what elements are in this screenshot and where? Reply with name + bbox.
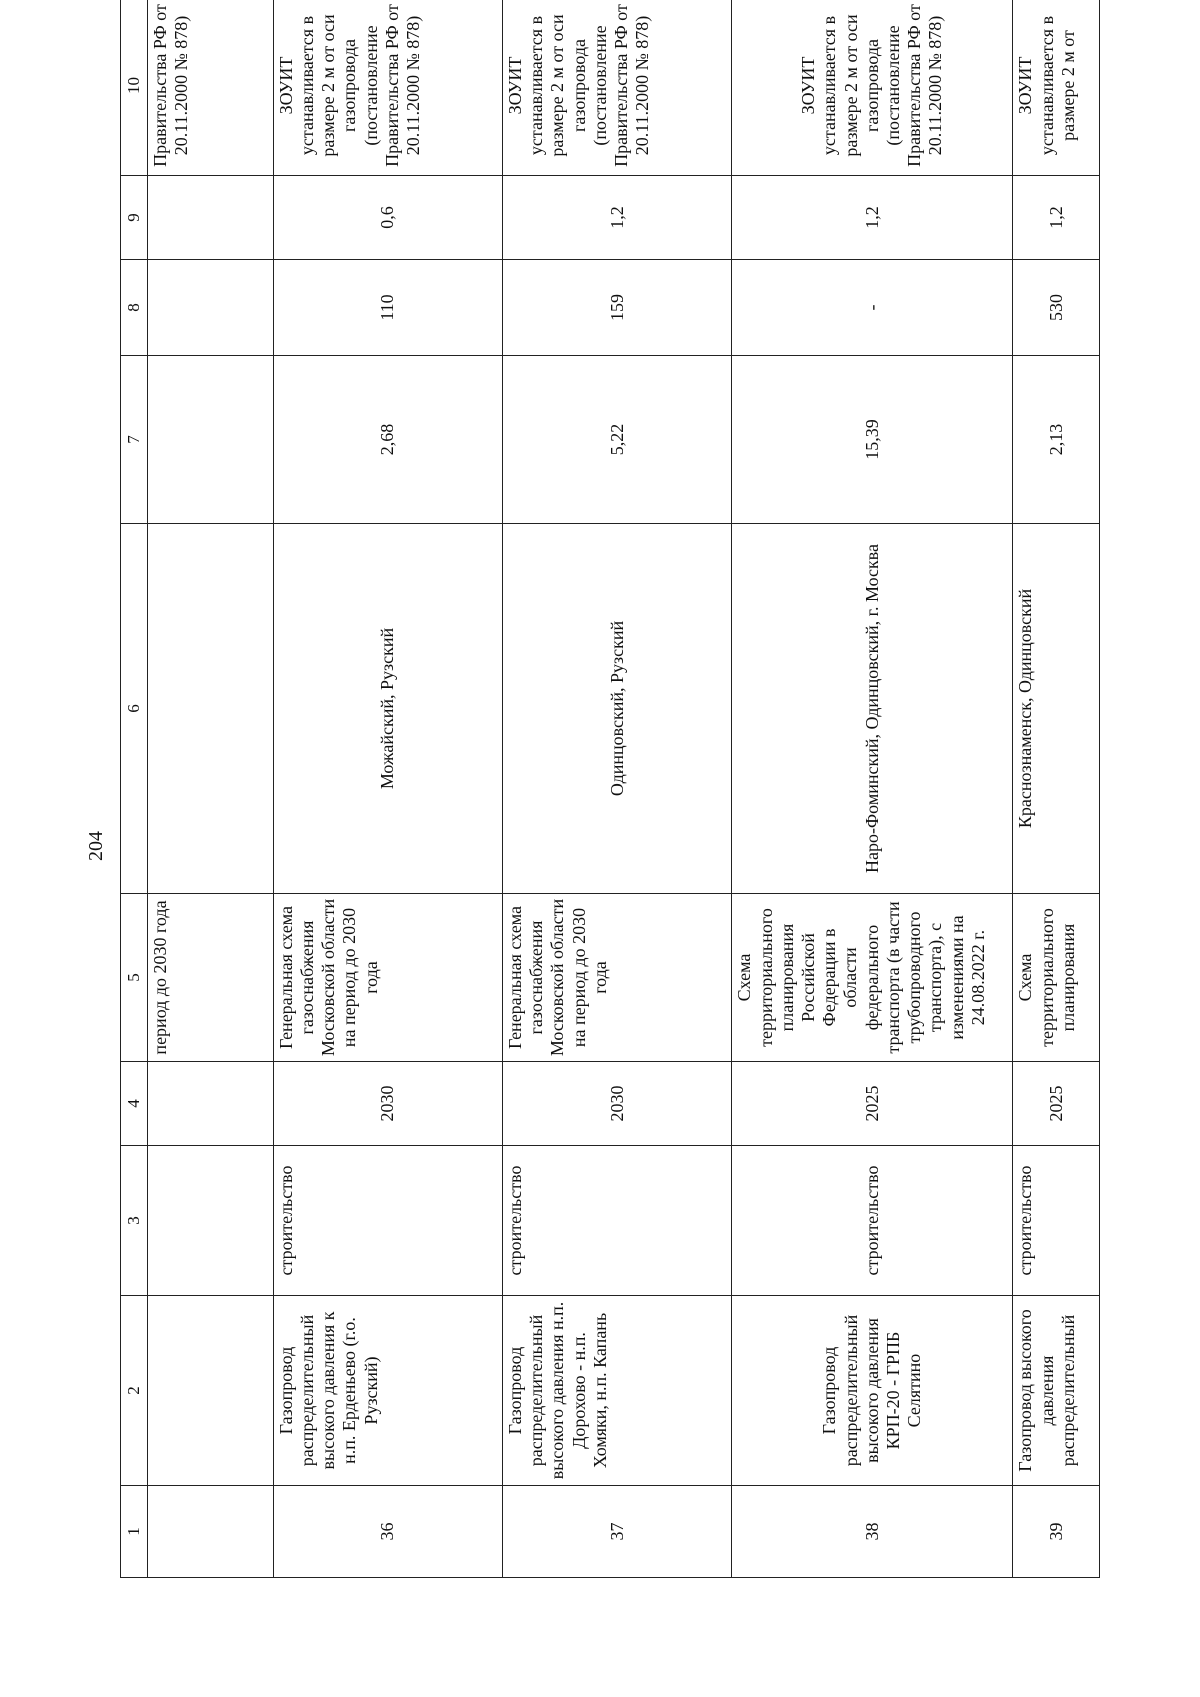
cell-type: строительство <box>1013 1146 1100 1296</box>
cell-districts: Краснознаменск, Одинцовский <box>1013 524 1100 894</box>
cell-year: 2025 <box>732 1062 1013 1146</box>
cell-diameter: 110 <box>273 260 502 356</box>
cell-name: Газопровод высокого давления распределительный <box>1013 1296 1100 1486</box>
cell-zone: ЗОУИТ устанавливается в размере 2 м от <box>1013 0 1100 176</box>
cell-document: Схема территориального планирования <box>1013 894 1100 1062</box>
cell-year: 2025 <box>1013 1062 1100 1146</box>
cell-pressure: 1,2 <box>502 176 731 260</box>
cell-num: 36 <box>273 1486 502 1578</box>
cell-pressure: 1,2 <box>732 176 1013 260</box>
column-header: 9 <box>121 176 148 260</box>
cell-document: Генеральная схема газоснабжения Московской области на период до 2030 года <box>273 894 502 1062</box>
cell-length: 5,22 <box>502 356 731 524</box>
cell-diameter: 530 <box>1013 260 1100 356</box>
cell-type <box>148 1146 274 1296</box>
cell-document: Генеральная схема газоснабжения Московской области на период до 2030 года <box>502 894 731 1062</box>
column-header: 7 <box>121 356 148 524</box>
cell-length: 2,13 <box>1013 356 1100 524</box>
cell-num: 39 <box>1013 1486 1100 1578</box>
cell-diameter <box>148 260 274 356</box>
cell-districts: Можайский, Рузский <box>273 524 502 894</box>
cell-name: Газопровод распределительный высокого давления КРП-20 - ГРПБ Селятино <box>732 1296 1013 1486</box>
cell-zone: Правительства РФ от 20.11.2000 № 878) <box>148 0 274 176</box>
cell-districts <box>148 524 274 894</box>
infrastructure-table <box>120 0 1100 1578</box>
column-header: 8 <box>121 260 148 356</box>
table-row <box>1013 0 1100 1578</box>
table-row <box>732 0 1013 1578</box>
cell-name: Газопровод распределительный высокого давления к н.п. Ерденьево (г.о. Рузский) <box>273 1296 502 1486</box>
cell-diameter: 159 <box>502 260 731 356</box>
table-row <box>273 0 502 1578</box>
cell-type: строительство <box>732 1146 1013 1296</box>
column-header: 2 <box>121 1296 148 1486</box>
rotated-table-wrapper <box>120 4 1100 1578</box>
cell-length: 15,39 <box>732 356 1013 524</box>
cell-diameter: - <box>732 260 1013 356</box>
column-header: 5 <box>121 894 148 1062</box>
cell-length <box>148 356 274 524</box>
column-header: 6 <box>121 524 148 894</box>
cell-length: 2,68 <box>273 356 502 524</box>
cell-name <box>148 1296 274 1486</box>
cell-name: Газопровод распределительный высокого давления н.п. Дорохово - н.п. Хомяки, н.п. Капань <box>502 1296 731 1486</box>
cell-type: строительство <box>273 1146 502 1296</box>
cell-num: 38 <box>732 1486 1013 1578</box>
column-header: 4 <box>121 1062 148 1146</box>
column-header: 3 <box>121 1146 148 1296</box>
cell-num: 37 <box>502 1486 731 1578</box>
cell-document: период до 2030 года <box>148 894 274 1062</box>
cell-zone: ЗОУИТ устанавливается в размере 2 м от оси газопровода (постановление Правительства РФ от 20.11.2000 № 878) <box>502 0 731 176</box>
cell-year: 2030 <box>273 1062 502 1146</box>
cell-pressure <box>148 176 274 260</box>
header-row <box>121 0 148 1578</box>
cell-districts: Наро-Фоминский, Одинцовский, г. Москва <box>732 524 1013 894</box>
cell-pressure: 0,6 <box>273 176 502 260</box>
cell-type: строительство <box>502 1146 731 1296</box>
cell-document: Схема территориального планирования Российской Федерации в области федерального транспорта (в части трубопроводного транспорта), с изменениями на 24.08.2022 г. <box>732 894 1013 1062</box>
table-row <box>502 0 731 1578</box>
column-header: 1 <box>121 1486 148 1578</box>
cell-pressure: 1,2 <box>1013 176 1100 260</box>
cell-year <box>148 1062 274 1146</box>
cell-zone: ЗОУИТ устанавливается в размере 2 м от оси газопровода (постановление Правительства РФ от 20.11.2000 № 878) <box>732 0 1013 176</box>
cell-num <box>148 1486 274 1578</box>
page-number: 204 <box>85 831 107 861</box>
column-header: 10 <box>121 0 148 176</box>
table-container <box>120 4 1100 1578</box>
cell-zone: ЗОУИТ устанавливается в размере 2 м от оси газопровода (постановление Правительства РФ от 20.11.2000 № 878) <box>273 0 502 176</box>
continuation-row <box>148 0 274 1578</box>
cell-year: 2030 <box>502 1062 731 1146</box>
cell-districts: Одинцовский, Рузский <box>502 524 731 894</box>
